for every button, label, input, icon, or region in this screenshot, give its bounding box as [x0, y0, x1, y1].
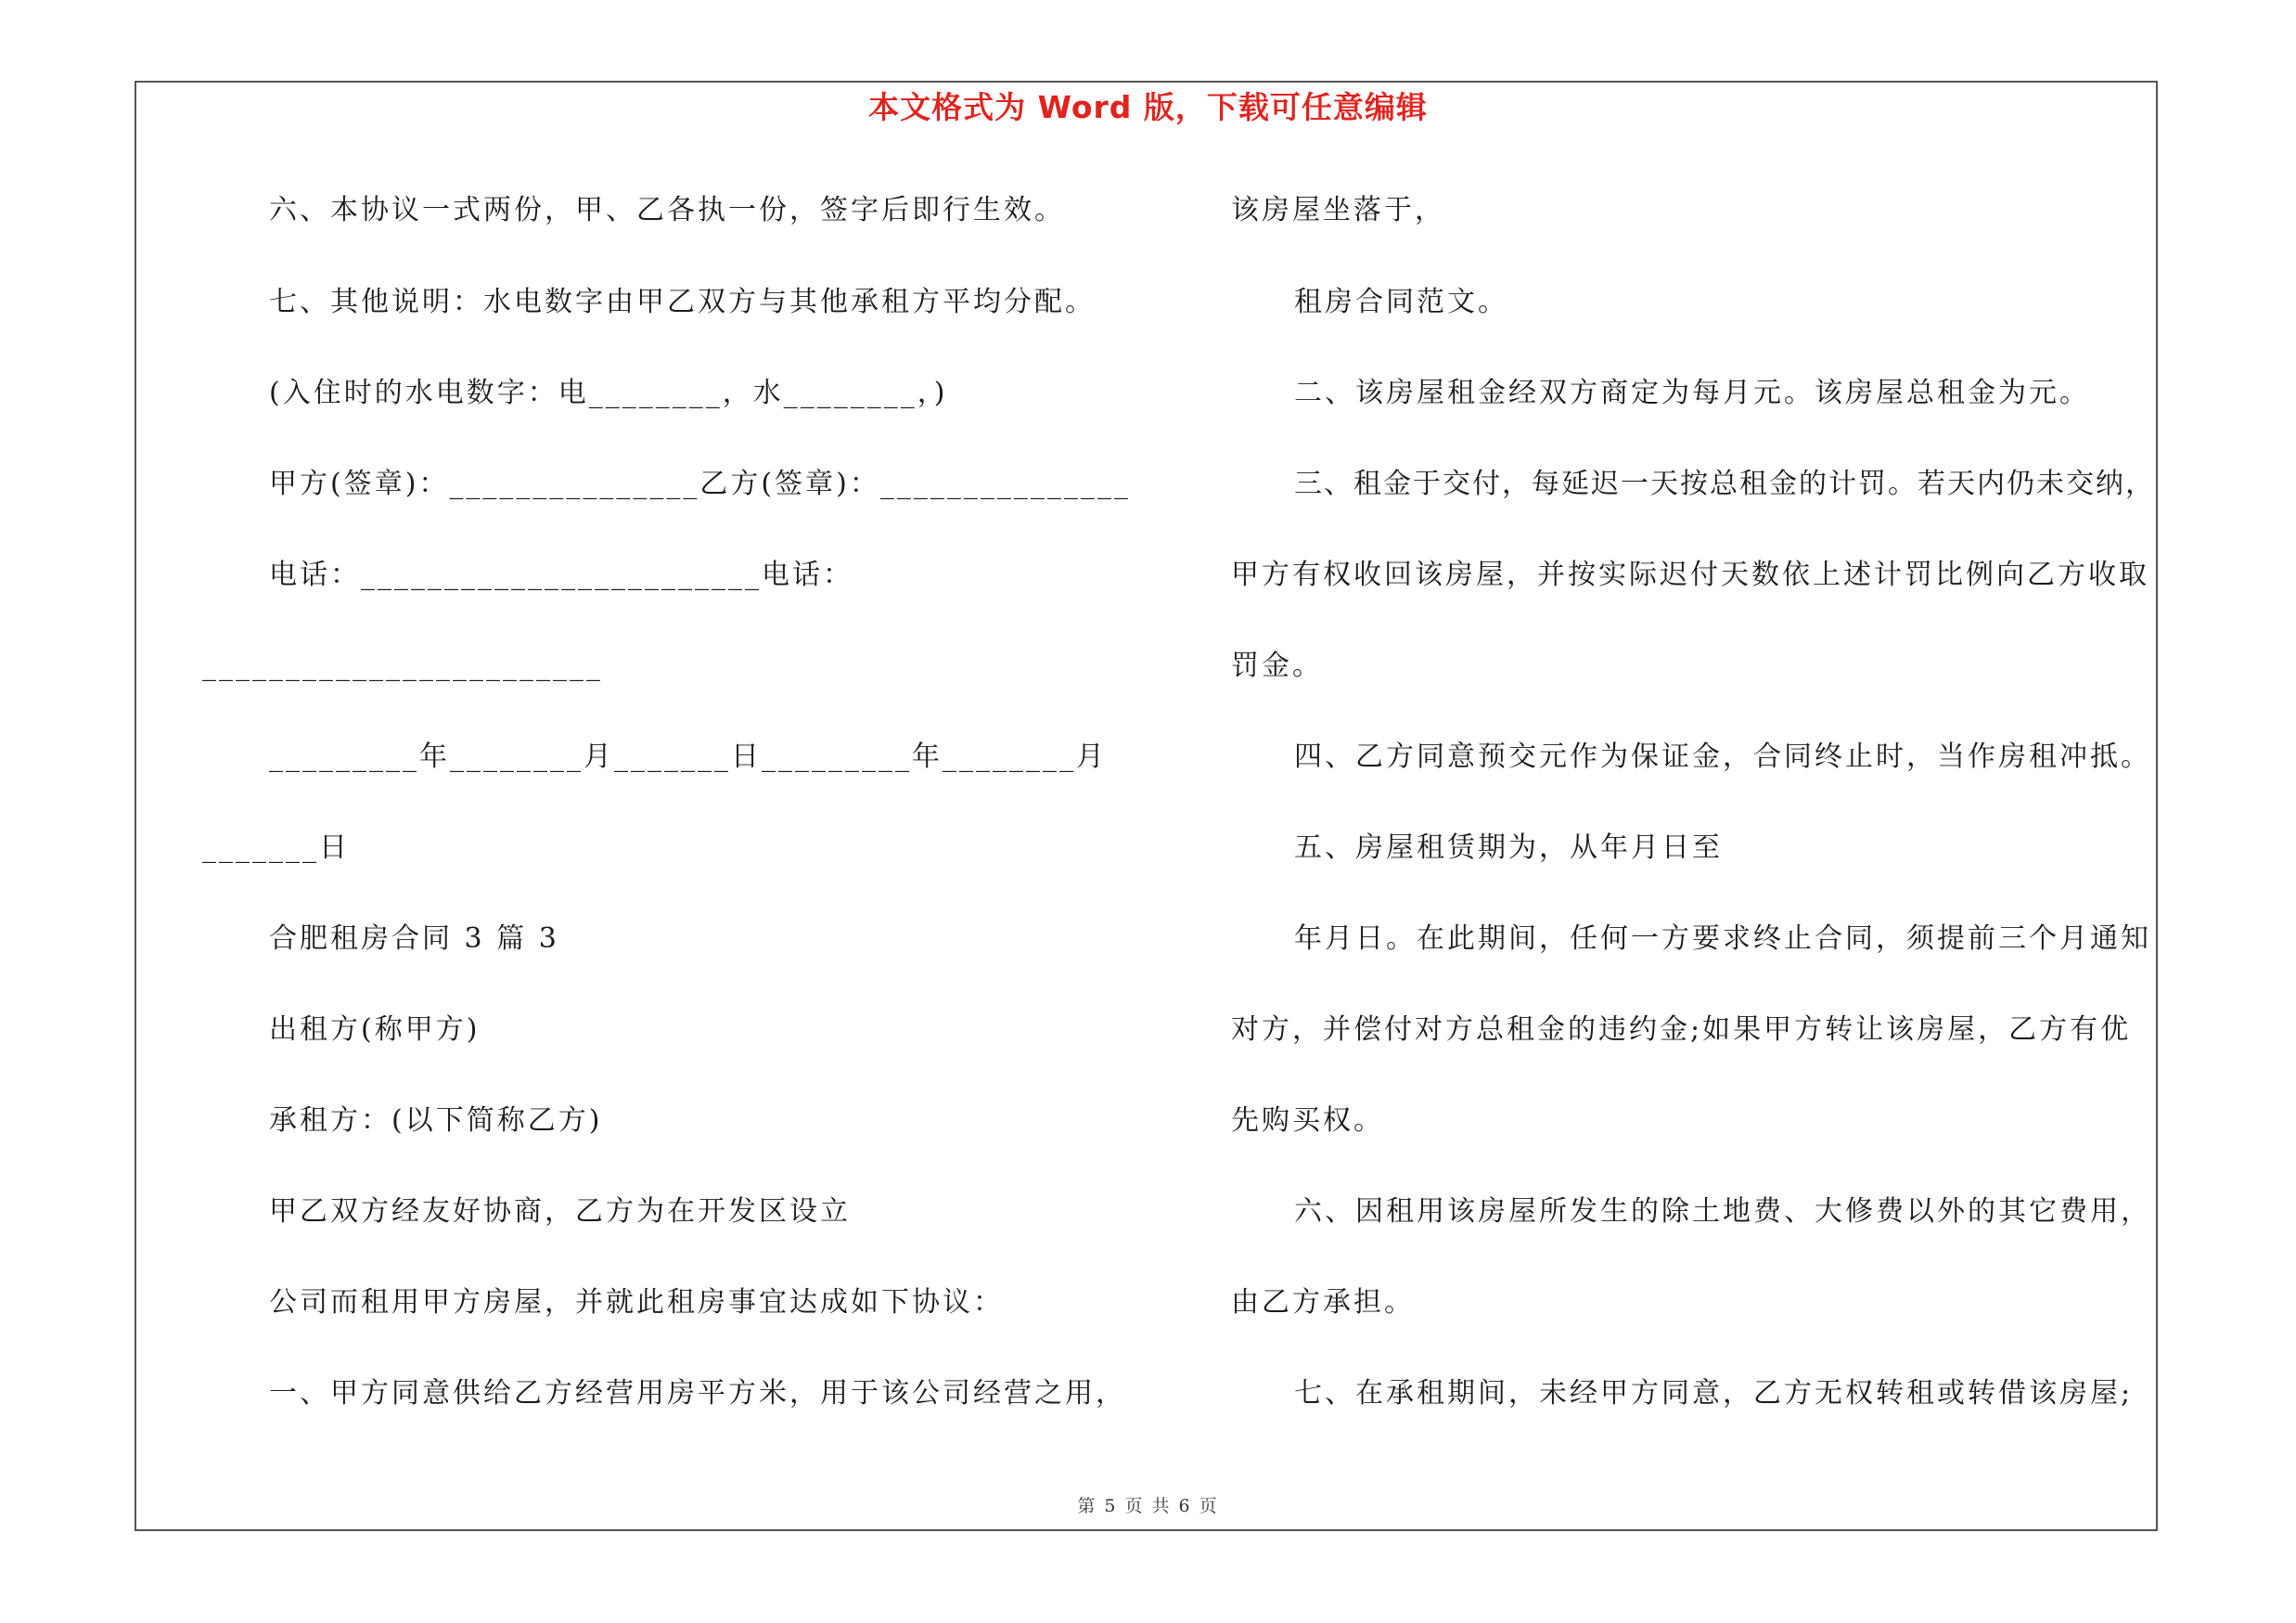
left-line-7: _________年________月_______日_________年________月	[269, 741, 1107, 773]
left-line-6: ________________________	[202, 650, 603, 682]
left-line-2: 七、其他说明：水电数字由甲乙双方与其他承租方平均分配。	[269, 286, 1096, 318]
left-line-13: 公司而租用甲方房屋，并就此租房事宜达成如下协议：	[269, 1286, 1004, 1319]
left-line-10: 出租方(称甲方)	[269, 1013, 481, 1046]
right-line-3: 二、该房屋租金经双方商定为每月元。该房屋总租金为元。	[1294, 377, 2090, 409]
right-line-6: 罚金。	[1231, 650, 1323, 682]
left-line-12: 甲乙双方经友好协商，乙方为在开发区设立	[269, 1195, 851, 1228]
left-line-4: 甲方(签章)：_______________乙方(签章)：_______________	[269, 468, 1131, 500]
right-line-8: 五、房屋租赁期为，从年月日至	[1294, 831, 1723, 864]
page-number-footer: 第 5 页 共 6 页	[1077, 1496, 1219, 1516]
right-line-1: 该房屋坐落于，	[1231, 194, 1445, 226]
right-line-4: 三、租金于交付，每延迟一天按总租金的计罚。若天内仍未交纳，	[1294, 468, 2155, 500]
right-line-13: 由乙方承担。	[1231, 1286, 1415, 1319]
right-line-14: 七、在承租期间，未经甲方同意，乙方无权转租或转借该房屋;	[1294, 1377, 2134, 1410]
right-line-12: 六、因租用该房屋所发生的除土地费、大修费以外的其它费用，	[1294, 1195, 2151, 1228]
right-line-11: 先购买权。	[1231, 1104, 1384, 1137]
left-line-9: 合肥租房合同 3 篇 3	[269, 922, 559, 955]
right-line-7: 四、乙方同意预交元作为保证金，合同终止时，当作房租冲抵。	[1294, 741, 2151, 773]
right-line-9: 年月日。在此期间，任何一方要求终止合同，须提前三个月通知	[1294, 922, 2151, 955]
format-notice-banner: 本文格式为 Word 版，下载可任意编辑	[868, 89, 1428, 125]
right-line-2: 租房合同范文。	[1294, 286, 1508, 318]
left-line-5: 电话：________________________电话：	[269, 559, 853, 591]
right-line-10: 对方，并偿付对方总租金的违约金;如果甲方转让该房屋，乙方有优	[1231, 1013, 2132, 1046]
left-line-11: 承租方：(以下简称乙方)	[269, 1104, 603, 1137]
left-line-14: 一、甲方同意供给乙方经营用房平方米，用于该公司经营之用，	[269, 1377, 1126, 1410]
right-line-5: 甲方有权收回该房屋，并按实际迟付天数依上述计罚比例向乙方收取	[1231, 559, 2149, 591]
left-line-3: (入住时的水电数字：电________，水________，)	[269, 377, 948, 409]
left-line-1: 六、本协议一式两份，甲、乙各执一份，签字后即行生效。	[269, 194, 1065, 226]
left-line-8: _______日	[202, 831, 350, 864]
